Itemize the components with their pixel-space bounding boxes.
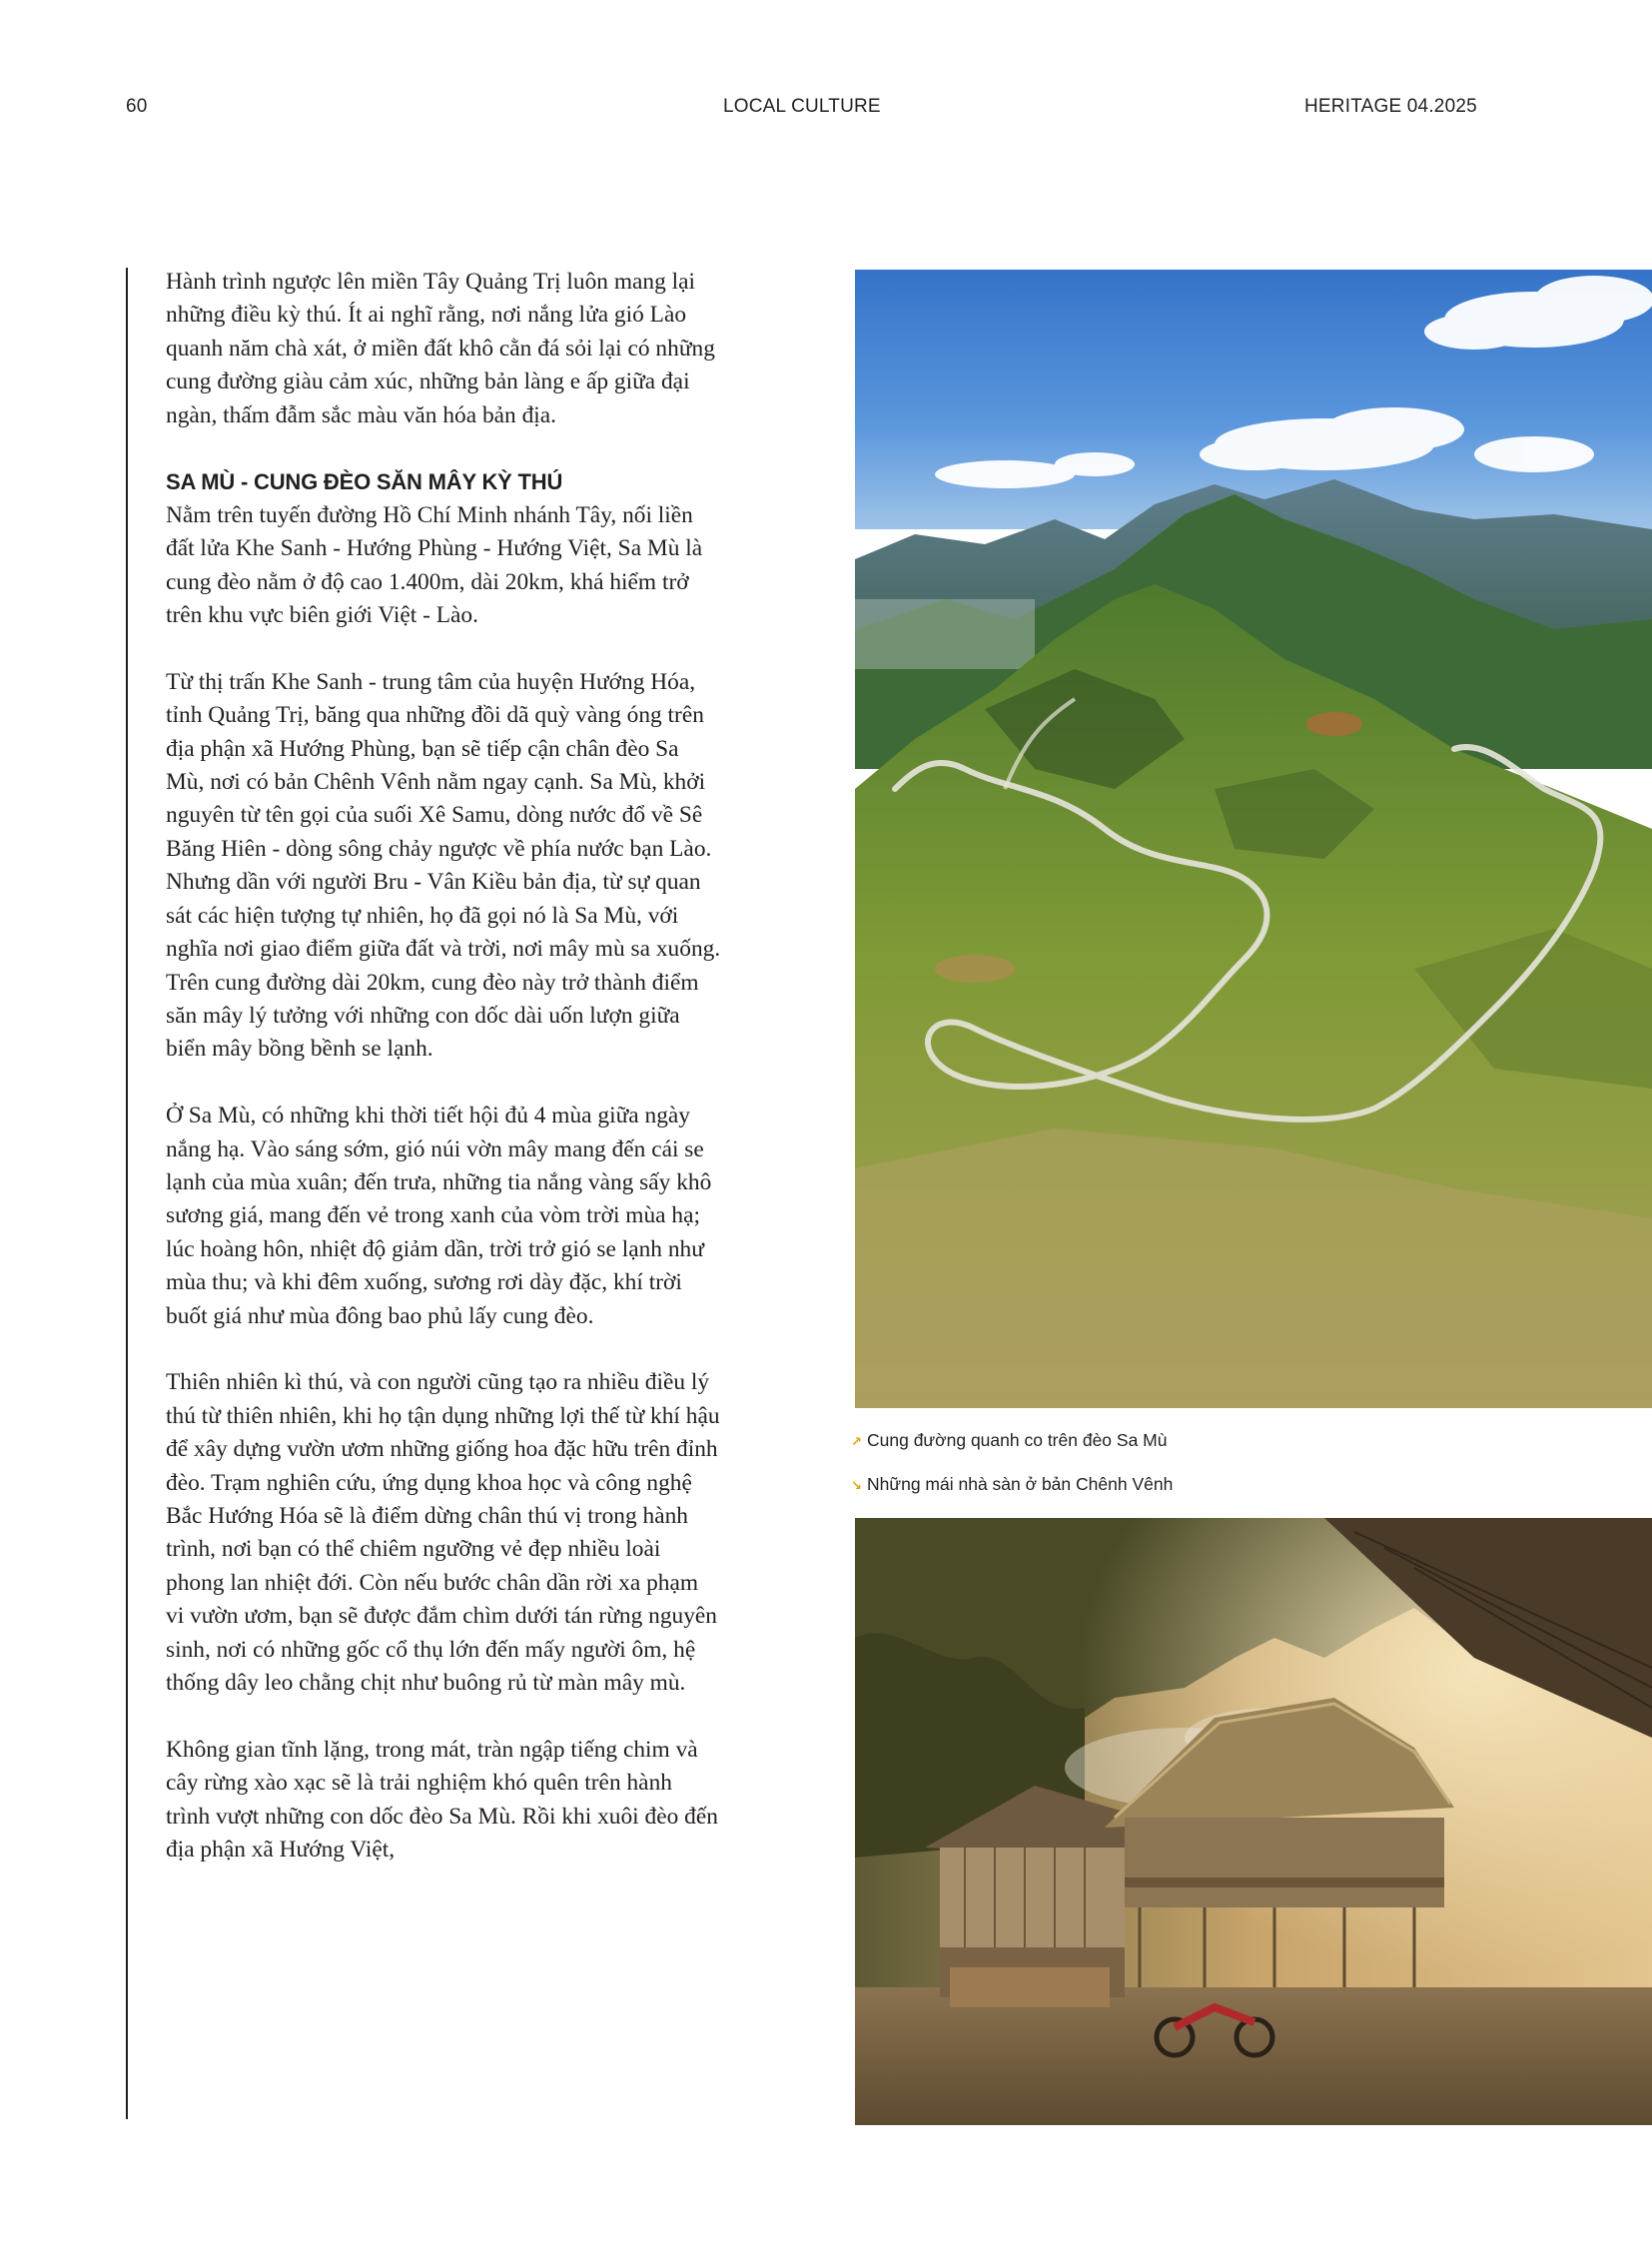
mountain-pass-photo bbox=[855, 270, 1652, 1408]
photo-caption-top bbox=[851, 1430, 1167, 1451]
section-heading: SA MÙ - CUNG ĐÈO SĂN MÂY KỲ THÚ bbox=[166, 469, 563, 495]
body-paragraph-2: Từ thị trấn Khe Sanh - trung tâm của huyện Hướng Hóa, tỉnh Quảng Trị, băng qua những đồi dã quỳ vàng óng trên địa phận xã Hướng Phùng, bạn sẽ tiếp cận chân đèo Sa Mù, nơi có bản Chênh Vênh nằm ngay cạnh. Sa Mù, khởi nguyên từ tên gọi của suối Xê Samu, dòng nước đổ về Sê Băng Hiên - dòng sông chảy ngược về phía nước bạn Lào. Nhưng dần với người Bru - Vân Kiều bản địa, từ sự quan sát các hiện tượng tự nhiên, họ đã gọi nó là Sa Mù, với nghĩa nơi giao điểm giữa đất và trời, nơi mây mù sa xuống. Trên cung đường dài 20km, cung đèo này trở thành điểm săn mây lý tưởng với những con dốc dài uốn lượn giữa biển mây bồng bềnh se lạnh. bbox=[166, 668, 721, 1063]
body-paragraph-4: Thiên nhiên kì thú, và con người cũng tạo ra nhiều điều lý thú từ thiên nhiên, khi họ tận dụng những lợi thế từ khí hậu để xây dựng vườn ươm những giống hoa đặc hữu trên đỉnh đèo. Trạm nghiên cứu, ứng dụng khoa học và công nghệ Bắc Hướng Hóa sẽ là điểm dừng chân thú vị trong hành trình, nơi bạn có thể chiêm ngưỡng vẻ đẹp nhiều loài phong lan nhiệt đới. Còn nếu bước chân dần rời xa phạm vi vườn ươm, bạn sẽ được đắm chìm dưới tán rừng nguyên sinh, nơi có những gốc cổ thụ lớn đến mấy người ôm, hệ thống dây leo chằng chịt như buông rủ từ màn mây mù. bbox=[166, 1369, 720, 1696]
arrow-down-right-icon: ↘ bbox=[851, 1478, 862, 1493]
photo-caption-bottom bbox=[851, 1474, 1173, 1495]
arrow-up-right-icon: ↗ bbox=[851, 1434, 862, 1449]
body-paragraph-3: Ở Sa Mù, có những khi thời tiết hội đủ 4 mùa giữa ngày nắng hạ. Vào sáng sớm, gió núi vờn mây mang đến cái se lạnh của mùa xuân; đến trưa, những tia nắng vàng sấy khô sương giá, mang đến vẻ trong xanh của vòm trời mùa hạ; lúc hoàng hôn, nhiệt độ giảm dần, trời trở gió se lạnh như mùa thu; và khi đêm xuống, sương rơi dày đặc, khí trời buốt giá như mùa đông bao phủ lấy cung đèo. bbox=[166, 1103, 712, 1329]
caption-text-top: Cung đường quanh co trên đèo Sa Mù bbox=[867, 1430, 1168, 1450]
issue-label: HERITAGE 04.2025 bbox=[1304, 96, 1477, 117]
page-number: 60 bbox=[126, 96, 148, 117]
intro-paragraph: Hành trình ngược lên miền Tây Quảng Trị luôn mang lại những điều kỳ thú. Ít ai nghĩ rằng, nơi nắng lửa gió Lào quanh năm chà xát, ở miền đất khô cằn đá sỏi lại có những cung đường giàu cảm xúc, những bản làng e ấp giữa đại ngàn, thấm đẫm sắc màu văn hóa bản địa. bbox=[166, 269, 715, 428]
article-body bbox=[166, 266, 721, 1867]
column-rule bbox=[126, 268, 128, 2119]
stilt-houses-photo bbox=[855, 1518, 1652, 2125]
body-paragraph-1: Nằm trên tuyến đường Hồ Chí Minh nhánh Tây, nối liền đất lửa Khe Sanh - Hướng Phùng - Hướng Việt, Sa Mù là cung đèo nằm ở độ cao 1.400m, dài 20km, khá hiểm trở trên khu vực biên giới Việt - Lào. bbox=[166, 501, 703, 629]
section-title: LOCAL CULTURE bbox=[723, 96, 881, 117]
body-paragraph-5: Không gian tĩnh lặng, trong mát, tràn ngập tiếng chim và cây rừng xào xạc sẽ là trải nghiệm khó quên trên hành trình vượt những con dốc đèo Sa Mù. Rồi khi xuôi đèo đến địa phận xã Hướng Việt, bbox=[166, 1736, 718, 1864]
caption-text-bottom: Những mái nhà sàn ở bản Chênh Vênh bbox=[867, 1474, 1174, 1494]
